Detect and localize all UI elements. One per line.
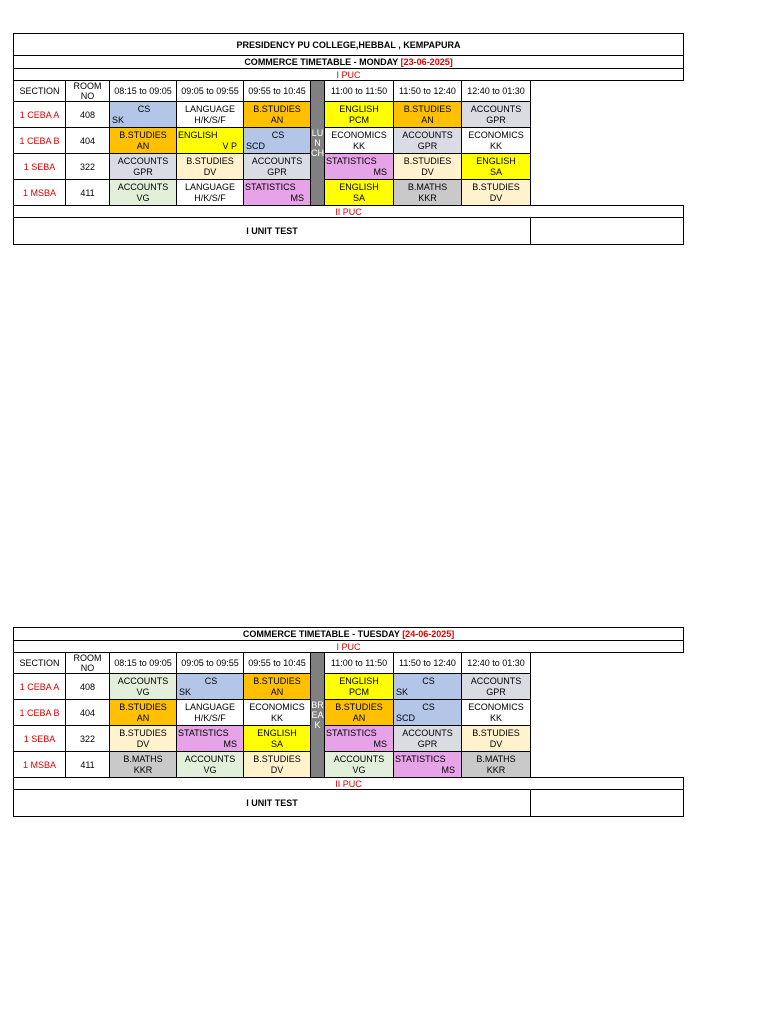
room-cell: 322 — [66, 154, 110, 180]
period-cell: ACCOUNTS GPR — [394, 128, 462, 154]
lunch-break-column: LU N CH — [311, 81, 325, 206]
period-cell: ACCOUNTS GPR — [462, 102, 531, 128]
period-cell: B.STUDIES DV — [177, 154, 244, 180]
period-cell: ACCOUNTS VG — [325, 752, 394, 778]
monday-timetable — [13, 33, 683, 245]
period-cell: ECONOMICS KK — [325, 128, 394, 154]
section-cell: 1 CEBA B — [14, 700, 66, 726]
slot-header: 11:00 to 11:50 — [325, 81, 394, 102]
slot-header: 09:05 to 09:55 — [177, 81, 244, 102]
period-cell: ECONOMICS KK — [462, 700, 531, 726]
slot-header: 12:40 to 01:30 — [462, 81, 531, 102]
period-cell: B.STUDIES AN — [394, 102, 462, 128]
period-cell: B.STUDIES AN — [244, 674, 311, 700]
section-cell: 1 MSBA — [14, 752, 66, 778]
puc-1-label: I PUC — [14, 641, 684, 653]
period-cell: STATISTICS MS — [177, 726, 244, 752]
period-cell: B.MATHS KKR — [462, 752, 531, 778]
period-cell: CS SK — [110, 102, 177, 128]
period-cell: ENGLISH PCM — [325, 674, 394, 700]
unit-test-label: I UNIT TEST — [14, 218, 531, 245]
slot-header: 09:55 to 10:45 — [244, 81, 311, 102]
section-cell: 1 CEBA A — [14, 674, 66, 700]
period-cell: B.STUDIES AN — [325, 700, 394, 726]
period-cell: B.STUDIES DV — [110, 726, 177, 752]
period-cell: ENGLISH PCM — [325, 102, 394, 128]
period-cell: LANGUAGE H/K/S/F — [177, 180, 244, 206]
break-column: BR EA K — [311, 653, 325, 778]
section-header: SECTION — [14, 81, 66, 102]
period-cell: B.STUDIES DV — [462, 726, 531, 752]
slot-header: 09:55 to 10:45 — [244, 653, 311, 674]
blank-margin — [531, 653, 684, 778]
section-cell: 1 SEBA — [14, 726, 66, 752]
period-cell: ENGLISH SA — [325, 180, 394, 206]
section-cell: 1 CEBA A — [14, 102, 66, 128]
puc-1-label: I PUC — [14, 69, 684, 81]
timetable-day-title: COMMERCE TIMETABLE - TUESDAY — [242, 629, 400, 639]
college-title: PRESIDENCY PU COLLEGE,HEBBAL , KEMPAPURA — [14, 34, 684, 56]
period-cell: STATISTICS MS — [244, 180, 311, 206]
period-cell: STATISTICS MS — [325, 726, 394, 752]
period-cell: B.MATHS KKR — [110, 752, 177, 778]
period-cell: STATISTICS MS — [394, 752, 462, 778]
period-cell: ACCOUNTS GPR — [110, 154, 177, 180]
unit-test-extra — [531, 790, 684, 817]
period-cell: ECONOMICS KK — [244, 700, 311, 726]
period-cell: LANGUAGE H/K/S/F — [177, 700, 244, 726]
slot-header: 09:05 to 09:55 — [177, 653, 244, 674]
timetable-title — [14, 628, 684, 641]
room-cell: 404 — [66, 700, 110, 726]
period-cell: CS SK — [394, 674, 462, 700]
period-cell: ACCOUNTS GPR — [244, 154, 311, 180]
room-cell: 411 — [66, 180, 110, 206]
slot-header: 11:50 to 12:40 — [394, 653, 462, 674]
room-header: ROOM NO — [66, 653, 110, 674]
timetable-date: [24-06-2025] — [402, 629, 455, 639]
period-cell: B.MATHS KKR — [394, 180, 462, 206]
period-cell: CS SCD — [394, 700, 462, 726]
period-cell: B.STUDIES AN — [110, 128, 177, 154]
puc-2-label: II PUC — [14, 778, 684, 790]
period-cell: B.STUDIES DV — [462, 180, 531, 206]
period-cell: B.STUDIES DV — [394, 154, 462, 180]
period-cell: B.STUDIES AN — [110, 700, 177, 726]
period-cell: ACCOUNTS GPR — [394, 726, 462, 752]
period-cell: ACCOUNTS VG — [177, 752, 244, 778]
timetable-date: [23-06-2025] — [400, 57, 453, 67]
tuesday-timetable — [13, 627, 683, 817]
period-cell: CS SK — [177, 674, 244, 700]
period-cell: ENGLISH SA — [244, 726, 311, 752]
timetable-title — [14, 56, 684, 69]
period-cell: STATISTICS MS — [325, 154, 394, 180]
period-cell: ECONOMICS KK — [462, 128, 531, 154]
section-header: SECTION — [14, 653, 66, 674]
blank-margin — [531, 81, 684, 206]
section-cell: 1 SEBA — [14, 154, 66, 180]
period-cell: CS SCD — [244, 128, 311, 154]
puc-2-label: II PUC — [14, 206, 684, 218]
slot-header: 08:15 to 09:05 — [110, 81, 177, 102]
slot-header: 12:40 to 01:30 — [462, 653, 531, 674]
room-cell: 408 — [66, 674, 110, 700]
room-cell: 404 — [66, 128, 110, 154]
period-cell: ACCOUNTS GPR — [462, 674, 531, 700]
section-cell: 1 MSBA — [14, 180, 66, 206]
period-cell: ENGLISH V P — [177, 128, 244, 154]
slot-header: 08:15 to 09:05 — [110, 653, 177, 674]
period-cell: B.STUDIES DV — [244, 752, 311, 778]
period-cell: ACCOUNTS VG — [110, 674, 177, 700]
period-cell: LANGUAGE H/K/S/F — [177, 102, 244, 128]
timetable-day-title: COMMERCE TIMETABLE - MONDAY — [244, 57, 399, 67]
period-cell: ENGLISH SA — [462, 154, 531, 180]
slot-header: 11:50 to 12:40 — [394, 81, 462, 102]
unit-test-extra — [531, 218, 684, 245]
period-cell: B.STUDIES AN — [244, 102, 311, 128]
unit-test-label: I UNIT TEST — [14, 790, 531, 817]
room-cell: 322 — [66, 726, 110, 752]
room-header: ROOM NO — [66, 81, 110, 102]
room-cell: 411 — [66, 752, 110, 778]
period-cell: ACCOUNTS VG — [110, 180, 177, 206]
room-cell: 408 — [66, 102, 110, 128]
slot-header: 11:00 to 11:50 — [325, 653, 394, 674]
section-cell: 1 CEBA B — [14, 128, 66, 154]
